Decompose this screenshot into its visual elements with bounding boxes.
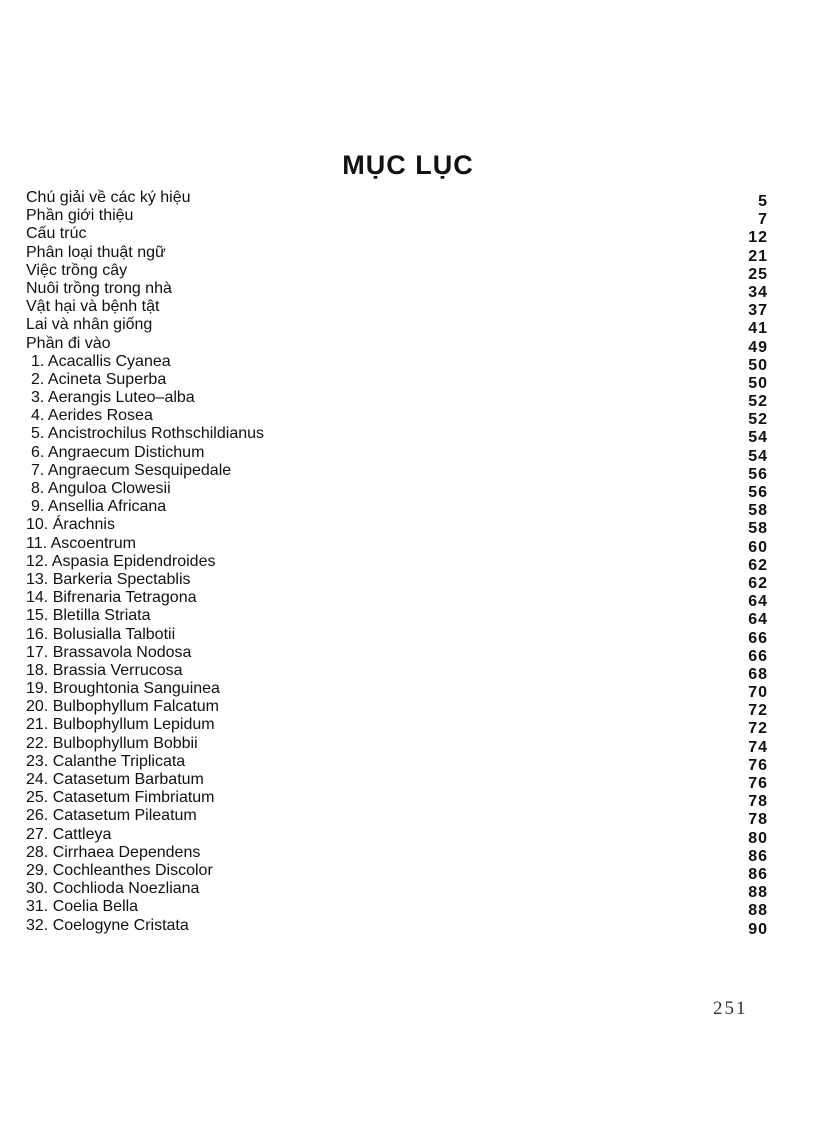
toc-entry-page: 86	[748, 865, 768, 883]
toc-entry-label: 22. Bulbophyllum Bobbii	[26, 734, 198, 752]
toc-entry	[22, 880, 768, 902]
toc-entry-page: 50	[748, 374, 768, 392]
toc-entry-label: 20. Bulbophyllum Falcatum	[26, 698, 219, 716]
toc-entry-label: 28. Cirrhaea Dependens	[26, 843, 201, 861]
page-number: 251	[713, 998, 748, 1019]
toc-entry-page: 78	[748, 793, 768, 811]
toc-entry	[22, 825, 768, 847]
toc-entry-label: 17. Brassavola Nodosa	[26, 643, 192, 661]
toc-entry-label: Phần đi vào	[26, 334, 111, 352]
toc-entry-label: 27. Cattleya	[26, 825, 112, 843]
toc-entry	[22, 370, 768, 392]
toc-entry	[22, 334, 768, 356]
toc-entry	[22, 298, 768, 320]
toc-entry	[22, 861, 768, 883]
toc-entry-label: 15. Bletilla Striata	[26, 607, 151, 625]
toc-entry	[22, 243, 768, 265]
toc-entry-page: 80	[748, 829, 768, 847]
toc-entry-label: 19. Broughtonia Sanguinea	[26, 680, 220, 698]
toc-entry-page: 76	[748, 775, 768, 792]
toc-entry-label: 3. Aerangis Luteo–alba	[31, 389, 195, 407]
toc-entry-page: 74	[748, 738, 768, 756]
toc-entry	[22, 352, 768, 374]
toc-entry-page: 58	[748, 502, 768, 520]
toc-entry	[22, 589, 768, 611]
toc-entry	[22, 407, 768, 429]
toc-entry	[22, 207, 768, 229]
toc-entry	[22, 279, 768, 301]
toc-entry-page: 66	[748, 629, 768, 647]
toc-entry	[22, 225, 768, 247]
toc-entry-page: 70	[748, 684, 768, 702]
toc-entry	[22, 480, 768, 501]
toc-entry-page: 34	[748, 283, 768, 301]
toc-entry	[22, 734, 768, 756]
toc-entry-page: 88	[748, 884, 768, 902]
toc-entry-page: 90	[748, 920, 768, 938]
toc-entry-page: 78	[748, 811, 768, 829]
toc-entry-label: 10. Árachnis	[26, 516, 115, 534]
toc-entry-page: 64	[748, 593, 768, 611]
toc-entry-label: 24. Catasetum Barbatum	[26, 771, 204, 788]
toc-entry-page: 86	[748, 847, 768, 865]
toc-entry	[22, 189, 768, 210]
toc-entry	[22, 771, 768, 792]
toc-entry-page: 58	[748, 520, 768, 538]
toc-entry	[22, 698, 768, 720]
toc-entry-page: 50	[748, 356, 768, 374]
toc-entry-page: 41	[748, 320, 768, 338]
toc-entry-label: 12. Aspasia Epidendroides	[26, 552, 216, 570]
toc-entry-page: 21	[748, 247, 768, 265]
table-of-contents	[22, 189, 768, 938]
toc-entry	[22, 461, 768, 483]
toc-entry-label: Phần giới thiệu	[26, 207, 134, 225]
toc-entry-label: Lai và nhân giống	[26, 316, 153, 334]
toc-entry-page: 76	[748, 756, 768, 774]
toc-entry-page: 62	[748, 574, 768, 592]
toc-entry-label: 7. Angraecum Sesquipedale	[31, 461, 232, 479]
toc-entry-label: 23. Calanthe Triplicata	[26, 752, 186, 770]
toc-entry-label: 4. Aerides Rosea	[31, 407, 153, 425]
toc-entry-page: 64	[748, 611, 768, 629]
toc-entry-page: 49	[748, 338, 768, 356]
toc-entry-label: 26. Catasetum Pileatum	[26, 807, 197, 825]
toc-entry-label: 13. Barkeria Spectablis	[26, 570, 191, 588]
toc-entry-label: 9. Ansellia Africana	[31, 498, 167, 516]
toc-entry-page: 72	[748, 702, 768, 720]
toc-entry-page: 25	[748, 265, 768, 283]
toc-entry-page: 37	[748, 302, 768, 320]
toc-entry	[22, 752, 768, 774]
toc-entry	[22, 643, 768, 665]
toc-entry	[22, 916, 768, 938]
toc-entry	[22, 316, 768, 338]
toc-entry-label: 32. Coelogyne Cristata	[26, 916, 189, 934]
toc-entry	[22, 680, 768, 702]
toc-entry-label: 31. Coelia Bella	[26, 898, 139, 916]
toc-entry	[22, 607, 768, 629]
toc-entry	[22, 516, 768, 538]
toc-entry	[22, 498, 768, 520]
toc-entry	[22, 570, 768, 592]
toc-entry	[22, 898, 768, 920]
toc-entry-page: 52	[748, 411, 768, 429]
toc-entry-page: 66	[748, 647, 768, 665]
toc-entry-page: 62	[748, 556, 768, 574]
toc-entry-label: 21. Bulbophyllum Lepidum	[26, 716, 215, 734]
toc-entry-label: 16. Bolusialla Talbotii	[26, 625, 176, 643]
toc-entry-page: 52	[748, 393, 768, 411]
toc-entry	[22, 661, 768, 683]
toc-entry	[22, 625, 768, 647]
toc-entry	[22, 389, 768, 411]
toc-entry-page: 60	[748, 538, 768, 556]
toc-entry	[22, 807, 768, 829]
toc-entry-page: 72	[748, 720, 768, 738]
toc-entry-page: 88	[748, 902, 768, 920]
toc-entry-label: 6. Angraecum Distichum	[31, 443, 205, 461]
toc-entry-label: 11. Ascoentrum	[26, 534, 136, 552]
toc-entry-label: 5. Ancistrochilus Rothschildianus	[31, 425, 265, 443]
toc-entry	[22, 716, 768, 738]
toc-entry	[22, 552, 768, 574]
toc-entry-page: 12	[748, 229, 768, 247]
toc-entry-label: 30. Cochlioda Noezliana	[26, 880, 200, 898]
toc-entry-page: 56	[748, 465, 768, 483]
toc-entry-label: 14. Bifrenaria Tetragona	[26, 589, 197, 607]
toc-entry	[22, 789, 768, 811]
toc-entry-page: 68	[748, 665, 768, 683]
toc-entry	[22, 261, 768, 283]
toc-entry-label: Phân loại thuật ngữ	[26, 243, 166, 261]
page-title: MỤC LỤC	[342, 150, 474, 180]
toc-entry	[22, 534, 768, 556]
toc-entry	[22, 443, 768, 465]
toc-entry-label: 25. Catasetum Fimbriatum	[26, 789, 215, 807]
toc-entry-label: 8. Anguloa Clowesii	[31, 480, 171, 497]
toc-entry-label: 29. Cochleanthes Discolor	[26, 861, 213, 879]
toc-entry-page: 5	[758, 193, 768, 210]
toc-entry-page: 54	[748, 429, 768, 447]
toc-entry-label: 18. Brassia Verrucosa	[26, 661, 183, 679]
toc-entry-page: 54	[748, 447, 768, 465]
toc-entry-label: 2. Acineta Superba	[31, 370, 167, 388]
toc-entry-label: Việc trồng cây	[26, 261, 128, 279]
toc-entry	[22, 425, 768, 447]
toc-entry-label: Vật hại và bệnh tật	[26, 298, 160, 316]
toc-entry-page: 7	[758, 211, 768, 229]
toc-entry-page: 56	[748, 484, 768, 501]
toc-entry-label: 1. Acacallis Cyanea	[31, 352, 171, 370]
toc-entry-label: Nuôi trồng trong nhà	[26, 279, 172, 297]
toc-entry-label: Chú giải về các ký hiệu	[26, 189, 191, 206]
toc-entry	[22, 843, 768, 865]
toc-entry-label: Cấu trúc	[26, 225, 87, 243]
